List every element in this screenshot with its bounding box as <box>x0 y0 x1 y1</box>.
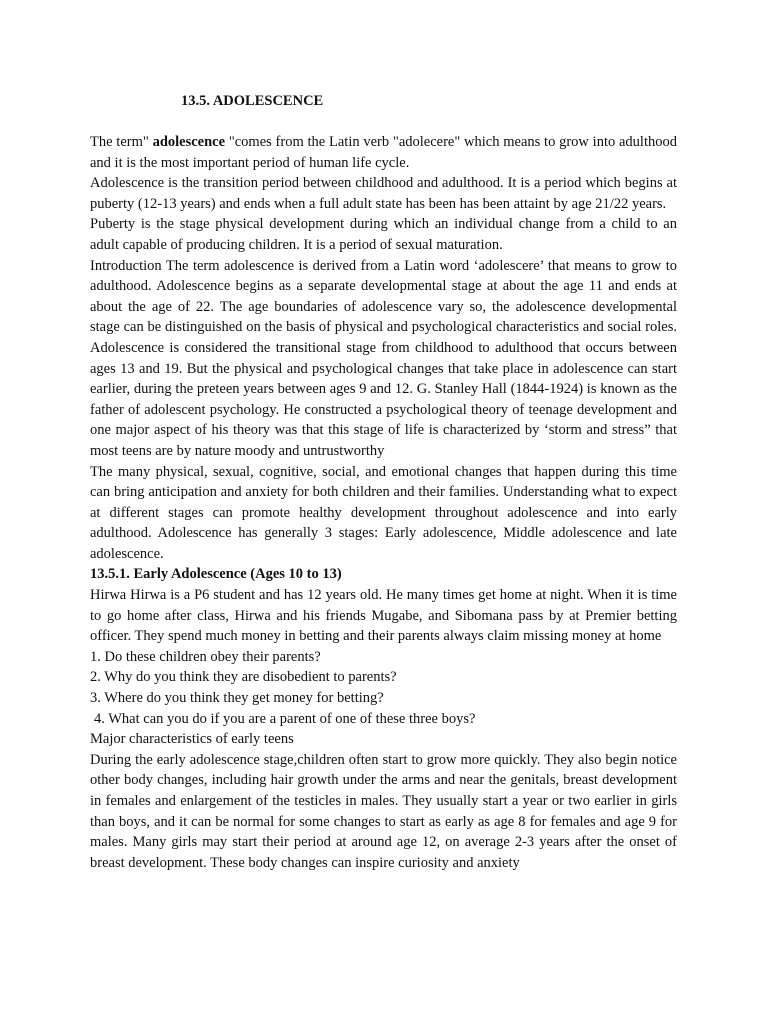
introduction-paragraph: Introduction The term adolescence is derived from a Latin word ‘adolescere’ that means to grow to adulthood. Adolescence begins as a separate developmental stage at about the age 11 and ends at about the age of 22. The age boundaries of adolescence vary so, the adolescence developmental stage can be distinguished on the basis of physical and psychological characteristics and social roles. Adolescence is considered the transitional stage from childhood to adulthood that occurs between ages 13 and 19. But the physical and psychological changes that take place in adolescence can start earlier, during the preteen years between ages 9 and 12. G. Stanley Hall (1844-1924) is known as the father of adolescent psychology. He constructed a psychological theory of teenage development and one major aspect of his theory was that this stage of life is characterized by ‘storm and stress” that most teens are by nature moody and untrustworthy <box>90 257 677 459</box>
transition-paragraph: Adolescence is the transition period between childhood and adulthood. It is a period which begins at puberty (12-13 years) and ends when a full adult state has been has been attaint by age 21/22 years. <box>90 175 677 212</box>
early-adolescence-heading: 13.5.1. Early Adolescence (Ages 10 to 13) <box>90 566 342 583</box>
changes-paragraph: The many physical, sexual, cognitive, social, and emotional changes that happen during this time can bring anticipation and anxiety for both children and their families. Understanding what to expect at different stages can promote healthy development throughout adolescence and into early adulthood. Adolescence has generally 3 stages: Early adolescence, Middle adolescence and late adolescence. <box>90 463 677 562</box>
puberty-paragraph: Puberty is the stage physical development during which an individual change from a child to an adult capable of producing children. It is a period of sexual maturation. <box>90 216 677 253</box>
characteristics-label: Major characteristics of early teens <box>90 731 294 748</box>
question-item: 2. Why do you think they are disobedient to parents? <box>90 669 397 686</box>
question-item: 4. What can you do if you are a parent of one of these three boys? <box>94 710 476 727</box>
intro-text-before: The term" <box>90 134 153 150</box>
intro-paragraph <box>90 132 677 173</box>
case-study-paragraph: Hirwa Hirwa is a P6 student and has 12 years old. He many times get home at night. When it is time to go home after class, Hirwa and his friends Mugabe, and Sibomana pass by at Premier betting officer. They spend much money in betting and their parents always claim missing money at home <box>90 587 677 645</box>
early-teens-paragraph: During the early adolescence stage,children often start to grow more quickly. They also begin notice other body changes, including hair growth under the arms and near the genitals, breast development in females and enlargement of the testicles in males. They usually start a year or two earlier in girls than boys, and it can be normal for some changes to start as early as age 8 for females and age 9 for males. Many girls may start their period at around age 12, on average 2-3 years after the onset of breast development. These body changes can inspire curiosity and anxiety <box>90 751 677 871</box>
adolescence-term: adolescence <box>152 134 226 150</box>
question-item: 3. Where do you think they get money for betting? <box>90 690 384 707</box>
section-heading: 13.5. ADOLESCENCE <box>181 93 324 109</box>
document-body <box>90 132 677 873</box>
question-item: 1. Do these children obey their parents? <box>90 648 321 665</box>
intro-text-after: "comes from the Latin verb "adolecere" which means to grow into adulthood and it is the most important period of human life cycle. <box>90 134 677 171</box>
